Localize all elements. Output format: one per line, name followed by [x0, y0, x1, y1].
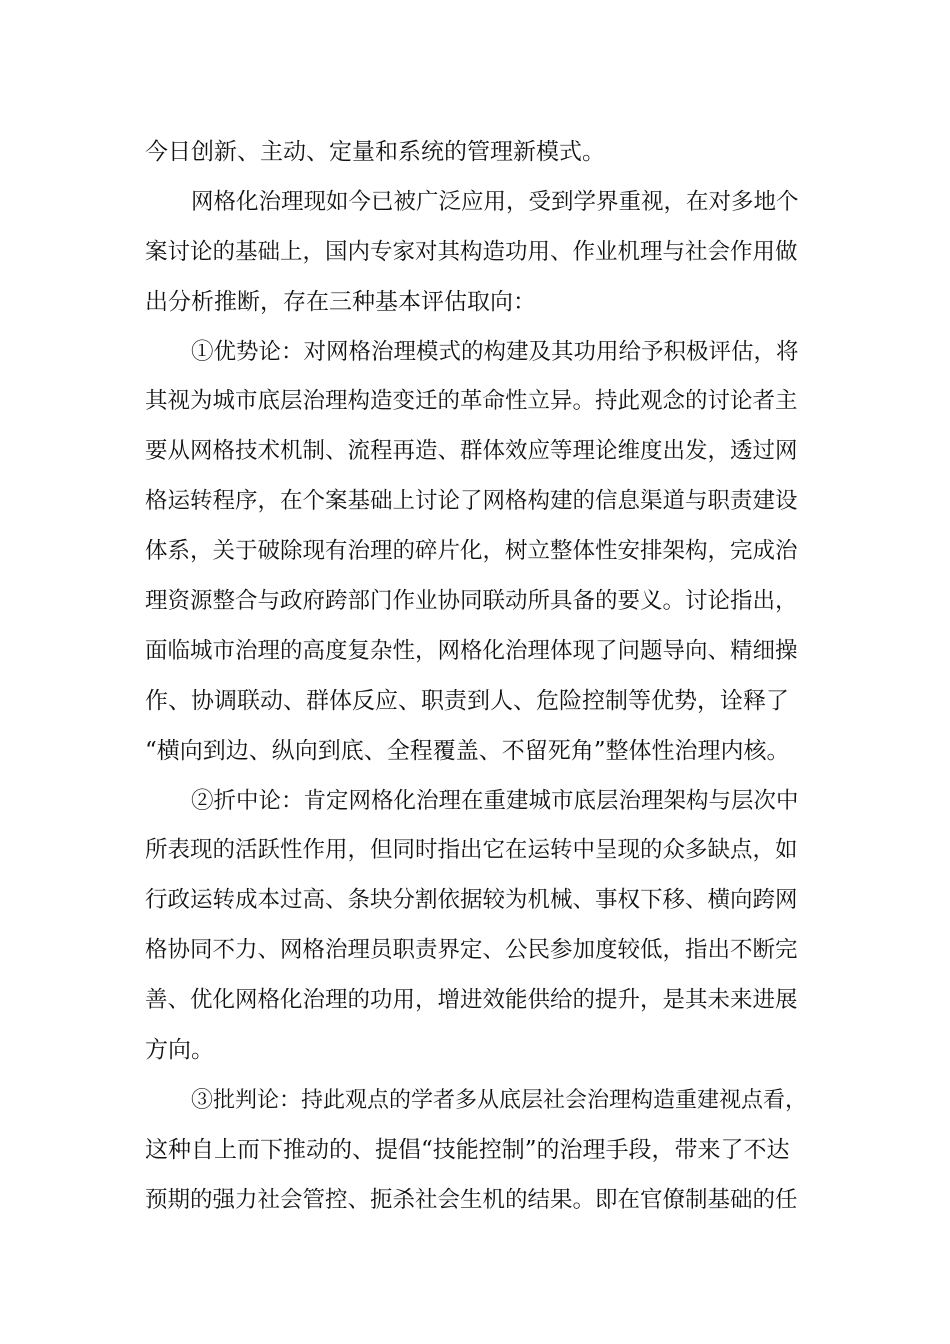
text-line: 格运转程序，在个案基础上讨论了网格构建的信息渠道与职责建设 [145, 488, 798, 515]
text-line: 要从网格技术机制、流程再造、群体效应等理论维度出发，透过网 [145, 438, 798, 465]
text-line: 案讨论的基础上，国内专家对其构造功用、作业机理与社会作用做 [145, 238, 798, 265]
text-line: 网格化治理现如今已被广泛应用，受到学界重视，在对多地个 [191, 188, 799, 215]
text-line: 预期的强力社会管控、扼杀社会生机的结果。即在官僚制基础的任 [145, 1186, 798, 1213]
text-line: ③批判论：持此观点的学者多从底层社会治理构造重建视点看， [191, 1087, 808, 1113]
text-line: 格协同不力、网格治理员职责界定、公民参加度较低，指出不断完 [145, 937, 798, 964]
text-line: “横向到边、纵向到底、全程覆盖、不留死角”整体性治理内核。 [145, 737, 790, 764]
text-line: 出分析推断，存在三种基本评估取向： [145, 288, 536, 315]
text-line: 理资源整合与政府跨部门作业协同联动所具备的要义。讨论指出， [145, 588, 798, 615]
text-line: 行政运转成本过高、条块分割依据较为机械、事权下移、横向跨网 [145, 887, 798, 914]
text-line: 这种自上而下推动的、提倡“技能控制”的治理手段，带来了不达 [145, 1136, 790, 1163]
text-line: 所表现的活跃性作用，但同时指出它在运转中呈现的众多缺点，如 [145, 837, 798, 864]
text-line: 其视为城市底层治理构造变迁的革命性立异。持此观念的讨论者主 [145, 388, 798, 415]
text-line: 今日创新、主动、定量和系统的管理新模式。 [145, 139, 605, 165]
text-line: 作、协调联动、群体反应、职责到人、危险控制等优势，诠释了 [145, 687, 789, 714]
text-line: 善、优化网格化治理的功用，增进效能供给的提升，是其未来进展 [145, 987, 798, 1014]
body-text [145, 128, 810, 1226]
text-line: ②折中论：肯定网格化治理在重建城市底层治理架构与层次中 [191, 787, 799, 814]
text-line: 面临城市治理的高度复杂性，网格化治理体现了问题导向、精细操 [145, 637, 798, 664]
text-line: 体系，关于破除现有治理的碎片化，树立整体性安排架构，完成治 [145, 538, 798, 565]
text-line: ①优势论：对网格治理模式的构建及其功用给予积极评估，将 [191, 338, 799, 365]
text-line: 方向。 [145, 1037, 214, 1064]
